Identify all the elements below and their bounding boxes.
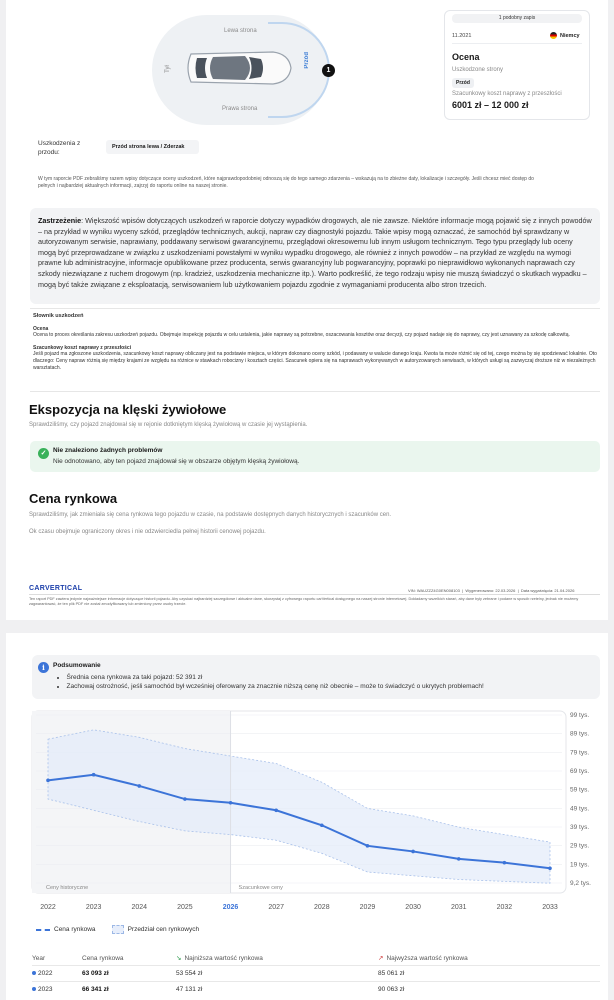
row-year [32,970,82,977]
row-high: 85 061 zł [378,970,405,977]
record-country-label: Niemcy [560,32,580,39]
x-tick-label: 2029 [359,904,376,911]
record-cost-label: Szacunkowy koszt naprawy z przeszłości [452,91,562,97]
estimated-region-label: Szacunkowe ceny [238,885,283,891]
damage-value-chip: Przód strona lewa / Zderzak [106,140,199,154]
record-subtitle: Uszkodzone strony [452,67,504,73]
data-point [183,797,187,801]
row-price: 63 093 zł [82,970,109,977]
glossary-term: Ocena [33,325,49,332]
col-year: Year [32,954,46,962]
price-table [32,951,600,997]
footer-vin: VIN: WAUZZZ4G0EN008103 [408,588,460,593]
x-tick-label: 2025 [177,904,193,911]
data-point [229,801,233,805]
row-year [32,986,82,993]
footer-expires: Data wygaśnięcia: 21.04.2026 [520,588,575,593]
y-tick-label: 9,2 tys. [570,880,591,887]
legend-series [36,926,96,933]
arrow-up-icon: ↗ [378,955,384,962]
disclaimer-bold: Zastrzeżenie [38,216,82,225]
checkmark-icon: ✓ [38,448,49,459]
y-tick-label: 59 tys. [570,786,590,794]
record-country [550,32,580,39]
y-tick-label: 39 tys. [570,824,590,831]
chart-legend [36,925,199,934]
market-price-chart [6,703,608,923]
y-tick-label: 19 tys. [570,861,590,869]
legend-band-swatch [112,925,124,934]
record-divider [452,43,582,44]
row-dot-icon [32,987,36,991]
disclaimer-box [30,208,600,304]
legend-series-label: Cena rynkowa [54,926,96,933]
y-tick-label: 29 tys. [570,842,590,850]
legend-line-swatch [36,929,50,931]
disaster-subtitle: Sprawdziliśmy, czy pojazd znajdował się w rejonie dotkniętym klęską żywiołową w czasie jej wystąpienia. [29,422,308,428]
y-tick-label: 89 tys. [570,730,590,738]
y-tick-label: 49 tys. [570,805,590,813]
col-price: Cena rynkowa [82,954,124,962]
col-low-label: Najniższa wartość rynkowa [184,955,263,962]
damage-marker[interactable]: 1 [322,64,335,77]
germany-flag-icon [550,32,557,39]
row-dot-icon [32,971,36,975]
record-title: Ocena [452,52,480,62]
legend-band-label: Przedział cen rynkowych [127,926,200,933]
glossary-title: Słownik uszkodzeń [33,313,84,319]
data-point [548,866,552,870]
data-point [274,808,278,812]
market-price-note: Ok czasu obejmuje ograniczony okres i nie odzwierciedla pełnej historii cenowej pojazdu. [29,529,266,535]
table-row [32,981,600,997]
disaster-result-title: Nie znaleziono żadnych problemów [53,447,163,454]
x-tick-label: 2022 [40,904,56,911]
pdf-note: W tym raporcie PDF zebraliśmy razem wpisy dotyczące oceny uszkodzeń, które najprawdopodobniej odnoszą się do tego samego zdarzenia – wskazują na to zbieżne daty, lokalizacje i szczegóły. Jeśli chcesz mieć dostęp do pełnych i najbardziej aktualnych informacji, zajrzyj do raportu online na naszej stronie. [38,176,534,189]
damage-label: Uszkodzenia z przodu: [38,140,81,156]
market-price-subtitle: Sprawdziliśmy, jak zmieniała się cena rynkowa tego pojazdu w czasie, na podstawie dostępnych danych historycznych i szacunków cen. [29,512,392,518]
row-low: 53 554 zł [176,970,203,977]
record-side-chip: Przód [452,78,474,88]
summary-item: • Średnia cena rynkowa za taki pojazd: 52 391 zł [57,673,484,682]
summary-item: • Zachowaj ostrożność, jeśli samochód był wcześniej oferowany za znacznie niższą cenę niż obecnie – może to świadczyć o ukrytych problemach! [57,682,484,691]
disclaimer-text: : Większość wpisów dotyczących uszkodzeń w raporcie dotyczy wypadków drogowych, ale nie zawsze. Niektóre informacje mogą pojawić się z innych powodów – na przykład w wyniku wyceny szkód, przeglądów technicznych, aukcji, napraw czy diagnostyki pojazdu. Takie wpisy mogą oznaczać, że samochód był sprawdzany w autoryzowanym serwisie, naprawiany, poddawany serwisowi gwarancyjnemu, przeglądowi okresowemu lub innym usługom technicznym. Tego typu przeglądy lub oceny mogą być przeprowadzane w związku z uszkodzeniami powstałymi w wyniku wypadku drogowego, ale również z innych powodów – na przykład ze względu na wymogi prawne lub administracyjne, informacje opublikowane przez producenta, serwis gwarancyjny lub pogwarancyjny, poprawki po nieprawidłowo wykonanych naprawach czy szkody niezwiązane z ruchem drogowym (np. kradzież, uszkodzenia mechaniczne itp.). Warto podkreślić, że tego rodzaju wpisy nie muszą świadczyć o skutkach wypadku – mogą być także związane z eksploatacją, serwisowaniem lub użytkowaniem pojazdu zgodnie z wymaganiami producenta albo stron trzecich. [38,216,592,289]
car-top-view-icon [183,48,293,88]
data-point [137,784,141,788]
glossary-term: Szacunkowy koszt naprawy z przeszłości [33,344,132,351]
carvertical-logo: CARVERTICAL [29,585,83,592]
market-price-title: Cena rynkowa [29,491,118,506]
footer-text: Ten raport PDF zawiera jedynie najważniejsze informacje dotyczące historii pojazdu. Aby uzyskać najbardziej szczegółowe i aktualne dane, skorzystaj z cyfrowego raportu carVertical dostępnego na naszej stronie internetowej. Dokładamy wszelkich starań, aby dane były zebrane i podane w sposób rzetelny, jednak nie możemy zagwarantować, że ten plik PDF nie został zmodyfikowany lub zmieniony przez osoby trzecie. [29,597,579,606]
arrow-down-icon: ↘ [176,955,182,962]
disaster-result-text: Nie odnotowano, aby ten pojazd znajdował się w obszarze objętym klęską żywiołową. [53,458,300,465]
record-cost: 6001 zł – 12 000 zł [452,100,529,110]
disaster-result-box [30,441,600,472]
data-point [411,850,415,854]
table-row [32,965,600,981]
front-label: Przód [304,52,310,69]
x-tick-label: 2031 [450,904,467,911]
x-tick-label: 2033 [542,904,558,911]
damage-glossary [30,308,600,392]
historical-region-label: Ceny historyczne [46,885,89,891]
info-icon: i [38,662,49,673]
row-year-value: 2023 [38,986,53,993]
x-tick-label: 2030 [405,904,421,911]
summary-title: Podsumowanie [53,662,101,669]
record-date: 11.2021 [452,33,472,39]
row-price: 66 341 zł [82,986,109,993]
footer-meta: VIN: WAUZZZ4G0EN008103 | Wygenerowano: 22.03.2026 | Data wygaśnięcia: 21.04.2026 [408,588,575,593]
y-tick-label: 99 tys. [570,712,590,719]
rear-label: Tył [164,65,171,73]
col-high-label: Najwyższa wartość rynkowa [386,955,468,962]
right-side-label: Prawa strona [222,106,258,112]
report-page-1 [6,0,608,620]
x-tick-label: 2032 [496,904,513,911]
row-low: 47 131 zł [176,986,203,993]
table-header [32,951,600,965]
data-point [503,861,507,865]
data-point [457,857,461,861]
data-point [366,844,370,848]
y-tick-label: 79 tys. [570,749,590,757]
footer-divider [29,594,600,595]
summary-box [32,655,600,699]
col-low [176,954,378,962]
left-side-label: Lewa strona [224,28,257,34]
data-point [320,823,324,827]
footer-generated: Wygenerowano: 22.03.2026 [465,588,516,593]
x-tick-label: 2026 [222,904,239,911]
data-point [92,773,96,777]
row-high: 90 063 zł [378,986,405,993]
disaster-title: Ekspozycja na klęski żywiołowe [29,402,227,417]
col-high [378,954,578,962]
glossary-desc: Ocena to proces określania zakresu uszkodzeń pojazdu. Obejmuje inspekcję pojazdu w celu ustalenia, jakie naprawy są potrzebne, oszacowania kosztów oraz decyzji, czy pojazd nadaje się do naprawy, czy jest uznawany za szkodę całkowitą. [33,332,570,339]
data-point [46,779,50,783]
summary-list [57,673,484,691]
row-year-value: 2022 [38,970,53,977]
legend-band [112,925,200,934]
x-tick-label: 2023 [85,904,102,911]
glossary-desc: Jeśli pojazd ma zgłoszone uszkodzenia, szacunkowy koszt naprawy obliczany jest na podstawie miejsca, w którym dokonano oceny szkód, i podawany w walucie danego kraju. Kwota ta może różnić się od tej, czego można by się spodziewać lokalnie. Oto dlaczego: Ceny napraw różnią się między krajami ze względu na różnice w stawkach robocizny i kosztach części. Szacunek opiera się na naprawach wykonywanych w autoryzowanych serwisach, w których usługi są zazwyczaj droższe niż w niezależnych warsztatach. [33,351,597,371]
record-count: 1 podobny zapis [452,14,582,23]
x-tick-label: 2028 [314,904,330,911]
x-tick-label: 2027 [268,904,284,911]
report-page-2 [6,633,608,1000]
y-tick-label: 69 tys. [570,768,590,775]
x-tick-label: 2024 [131,904,148,911]
